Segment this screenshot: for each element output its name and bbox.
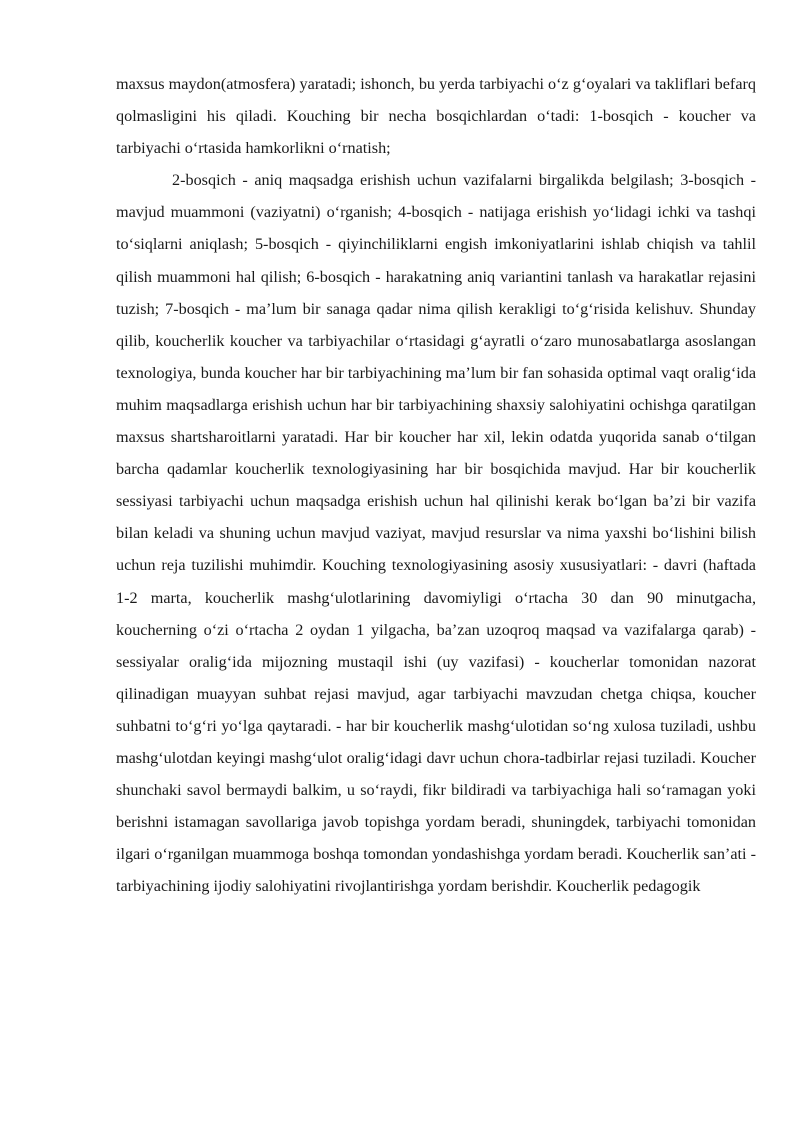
- paragraph-2: 2-bosqich - aniq maqsadga erishish uchun vazifalarni birgalikda belgilash; 3-bosqich - mavjud muammoni (vaziyatni) o‘rganish; 4-bosqich - natijaga erishish yo‘lidagi ichki va tashqi to‘siqlarni aniqlash; 5-bosqich - qiyinchiliklarni engish imkoniyatlarini ishlab chiqish va tahlil qilish muammoni hal qilish; 6-bosqich - harakatning aniq variantini tanlash va harakatlar rejasini tuzish; 7-bosqich - ma’lum bir sanaga qadar nima qilish kerakligi to‘g‘risida kelishuv. Shunday qilib, koucherlik koucher va tarbiyachilar o‘rtasidagi g‘ayratli o‘zaro munosabatlarga asoslangan texnologiya, bunda koucher har bir tarbiyachining ma’lum bir fan sohasida optimal vaqt oralig‘ida muhim maqsadlarga erishish uchun har bir tarbiyachining shaxsiy salohiyatini ochishga qaratilgan maxsus shartsharoitlarni yaratadi. Har bir koucher har xil, lekin odatda yuqorida sanab o‘tilgan barcha qadamlar koucherlik texnologiyasining har bir bosqichida mavjud. Har bir koucherlik sessiyasi tarbiyachi uchun maqsadga erishish uchun hal qilinishi kerak bo‘lgan ba’zi bir vazifa bilan keladi va shuning uchun mavjud vaziyat, mavjud resurslar va nima yaxshi bo‘lishini bilish uchun reja tuzilishi muhimdir. Kouching texnologiyasining asosiy xususiyatlari: - davri (haftada 1-2 marta, koucherlik mashg‘ulotlarining davomiyligi o‘rtacha 30 dan 90 minutgacha, koucherning o‘zi o‘rtacha 2 oydan 1 yilgacha, ba’zan uzoqroq maqsad va vazifalarga qarab) - sessiyalar oralig‘ida mijozning mustaqil ishi (uy vazifasi) - koucherlar tomonidan nazorat qilinadigan muayyan suhbat rejasi mavjud, agar tarbiyachi mavzudan chetga chiqsa, koucher suhbatni to‘g‘ri yo‘lga qaytaradi. - har bir koucherlik mashg‘ulotidan so‘ng xulosa tuziladi, ushbu mashg‘ulotdan keyingi mashg‘ulot oralig‘idagi davr uchun chora-tadbirlar rejasi tuziladi. Koucher shunchaki savol bermaydi balkim, u so‘raydi, fikr bildiradi va tarbiyachiga hali so‘ramagan yoki berishni istamagan savollariga javob topishga yordam beradi, shuningdek, tarbiyachi tomonidan ilgari o‘rganilgan muammoga boshqa tomondan yondashishga yordam beradi. Koucherlik san’ati - tarbiyachining ijodiy salohiyatini rivojlantirishga yordam berishdir. Koucherlik pedagogik: [116, 171, 756, 896]
- document-page: [116, 68, 756, 902]
- paragraph-1: maxsus maydon(atmosfera) yaratadi; ishonch, bu yerda tarbiyachi o‘z g‘oyalari va takliflari befarq qolmasligini his qiladi. Kouching bir necha bosqichlardan o‘tadi: 1-bosqich - koucher va tarbiyachi o‘rtasida hamkorlikni o‘rnatish;: [116, 75, 756, 158]
